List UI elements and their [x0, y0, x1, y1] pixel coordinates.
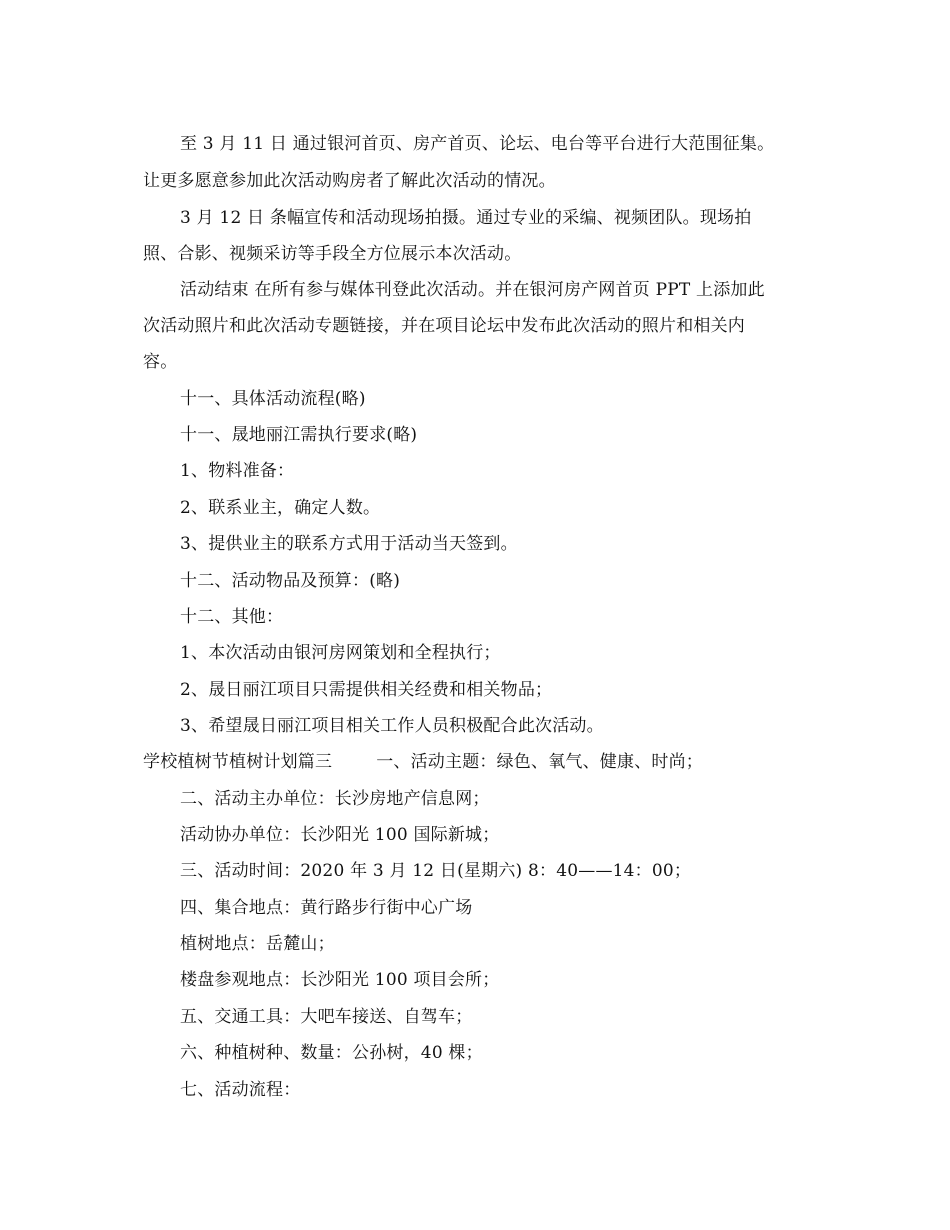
paragraph-line: 至 3 月 11 日 通过银河首页、房产首页、论坛、电台等平台进行大范围征集。	[180, 134, 775, 154]
list-item: 1、本次活动由银河房网策划和全程执行；	[180, 643, 501, 663]
paragraph-line: 三、活动时间：2020 年 3 月 12 日(星期六) 8：40——14：00；	[180, 861, 692, 881]
list-item: 1、物料准备：	[180, 461, 295, 481]
document-line-title	[143, 751, 703, 773]
paragraph-line: 让更多愿意参加此次活动购房者了解此次活动的情况。	[143, 171, 556, 191]
paragraph-line: 一、活动主题：绿色、氧气、健康、时尚；	[376, 752, 704, 772]
paragraph-line: 四、集合地点：黄行路步行街中心广场	[180, 898, 473, 918]
paragraph-line: 五、交通工具：大吧车接送、自驾车；	[180, 1007, 473, 1027]
section-heading: 十二、其他：	[180, 607, 284, 627]
paragraph-line: 照、合影、视频采访等手段全方位展示本次活动。	[143, 244, 522, 264]
paragraph-line: 楼盘参观地点：长沙阳光 100 项目会所；	[180, 970, 500, 990]
paragraph-line: 3 月 12 日 条幅宣传和活动现场拍摄。通过专业的采编、视频团队。现场拍	[180, 208, 752, 228]
list-item: 2、晟日丽江项目只需提供相关经费和相关物品；	[180, 680, 553, 700]
paragraph-line: 二、活动主办单位：长沙房地产信息网；	[180, 789, 490, 809]
paragraph-line: 六、种植树种、数量：公孙树，40 棵；	[180, 1043, 483, 1063]
paragraph-line: 活动结束 在所有参与媒体刊登此次活动。并在银河房产网首页 PPT 上添加此	[180, 280, 765, 300]
section-heading: 十二、活动物品及预算：(略)	[180, 571, 401, 591]
paragraph-line: 次活动照片和此次活动专题链接，并在项目论坛中发布此次活动的照片和相关内	[143, 316, 745, 336]
section-heading: 十一、具体活动流程(略)	[180, 389, 366, 409]
paragraph-line: 活动协办单位：长沙阳光 100 国际新城；	[180, 825, 500, 845]
paragraph-line: 七、活动流程：	[180, 1080, 301, 1100]
paragraph-line: 植树地点：岳麓山；	[180, 934, 335, 954]
paragraph-line: 容。	[143, 352, 178, 372]
list-item: 3、希望晟日丽江项目相关工作人员积极配合此次活动。	[180, 716, 604, 736]
section-heading: 十一、晟地丽江需执行要求(略)	[180, 425, 418, 445]
list-item: 2、联系业主，确定人数。	[180, 498, 381, 518]
list-item: 3、提供业主的联系方式用于活动当天签到。	[180, 534, 518, 554]
article-title: 学校植树节植树计划篇三	[143, 752, 333, 772]
